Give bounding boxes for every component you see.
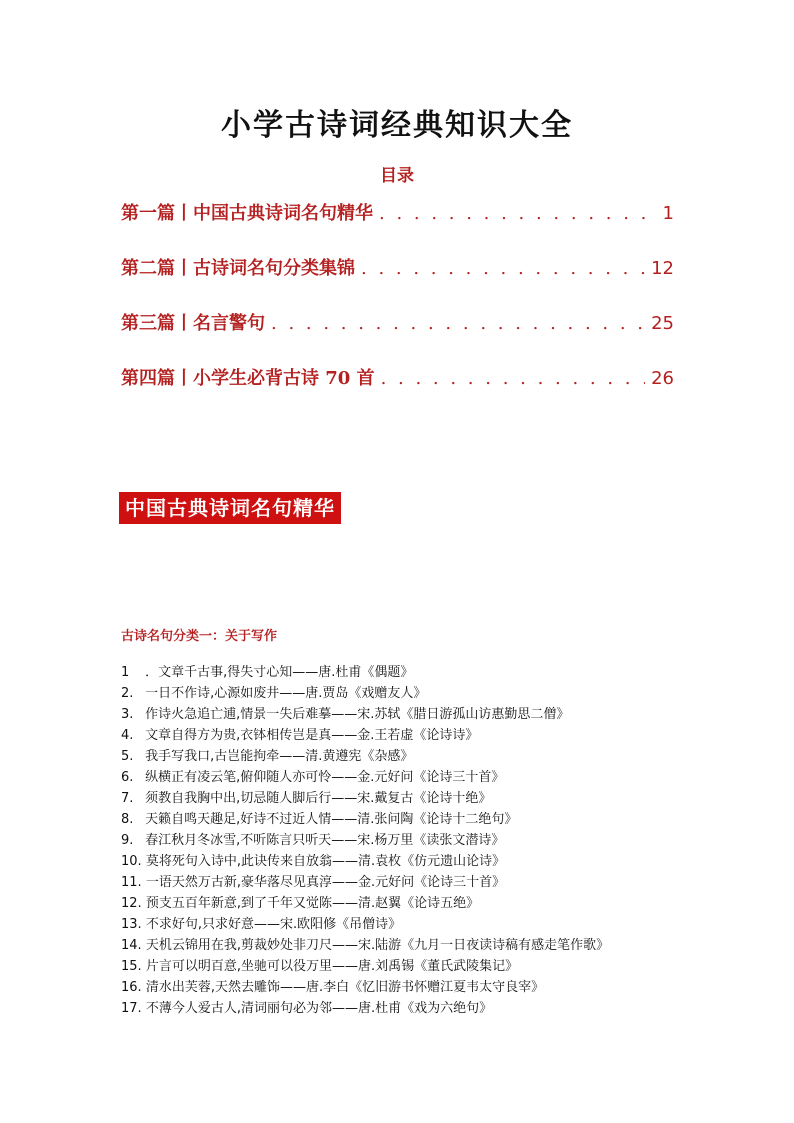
toc-leader-dots	[381, 368, 646, 389]
chapter-banner: 中国古典诗词名句精华	[119, 492, 341, 524]
item-number: 8.	[121, 812, 134, 827]
section-heading: 古诗名句分类一：关于写作	[121, 629, 278, 644]
list-item	[121, 662, 741, 683]
item-number: 17.	[121, 1001, 142, 1016]
item-number: 1	[121, 665, 130, 680]
item-number: 4.	[121, 728, 134, 743]
item-number: 3.	[121, 707, 134, 722]
item-number: 10.	[121, 854, 142, 869]
item-text: 春江秋月冬冰雪,不听陈言只听天——宋.杨万里《读张文潜诗》	[145, 833, 505, 848]
item-text: 一语天然万古新,豪华落尽见真淳——金.元好问《论诗三十首》	[145, 875, 506, 890]
toc-entry-label: 第二篇丨古诗词名句分类集锦	[121, 258, 355, 279]
item-number: 11.	[121, 875, 142, 890]
item-number: 14.	[121, 938, 142, 953]
list-item	[121, 956, 741, 977]
toc-entry-label: 第四篇丨小学生必背古诗 70 首	[121, 368, 375, 389]
item-text: 一日不作诗,心源如废井——唐.贾岛《戏赠友人》	[145, 686, 427, 701]
list-item	[121, 851, 741, 872]
list-item	[121, 683, 741, 704]
list-item	[121, 830, 741, 851]
item-number: 2.	[121, 686, 134, 701]
item-text: 莫将死句入诗中,此诀传来自放翁——清.袁枚《仿元遗山论诗》	[145, 854, 506, 869]
toc-entry-1[interactable]	[121, 199, 674, 229]
toc-entry-3[interactable]	[121, 309, 674, 339]
toc-entry-label: 第一篇丨中国古典诗词名句精华	[121, 203, 373, 224]
item-text: 清水出芙蓉,天然去雕饰——唐.李白《忆旧游书怀赠江夏韦太守良宰》	[145, 980, 545, 995]
item-number: 12.	[121, 896, 142, 911]
item-text: 我手写我口,古岂能拘牵——清.黄遵宪《杂感》	[145, 749, 414, 764]
toc-leader-dots	[379, 203, 657, 224]
toc-leader-dots	[361, 258, 645, 279]
list-item	[121, 893, 741, 914]
toc-heading: 目录	[380, 166, 414, 186]
item-text: 片言可以明百意,坐驰可以役万里——唐.刘禹锡《董氏武陵集记》	[145, 959, 519, 974]
list-item	[121, 704, 741, 725]
item-text: 文章自得方为贵,衣钵相传岂是真——金.王若虚《论诗诗》	[145, 728, 479, 743]
item-text: 不薄今人爱古人,清词丽句必为邻——唐.杜甫《戏为六绝句》	[145, 1001, 493, 1016]
toc-entry-page: 25	[651, 313, 674, 334]
item-number: 5.	[121, 749, 134, 764]
quote-list	[121, 662, 741, 1019]
list-item	[121, 746, 741, 767]
item-text: 预支五百年新意,到了千年又觉陈——清.赵翼《论诗五绝》	[145, 896, 480, 911]
item-number: 7.	[121, 791, 134, 806]
item-text: 不求好句,只求好意——宋.欧阳修《吊僧诗》	[145, 917, 402, 932]
item-text: 天籁自鸣天趣足,好诗不过近人情——清.张问陶《论诗十二绝句》	[145, 812, 518, 827]
list-item	[121, 914, 741, 935]
toc-entry-4[interactable]	[121, 364, 674, 394]
item-number: 13.	[121, 917, 142, 932]
item-text: ．文章千古事,得失寸心知——唐.杜甫《偶题》	[145, 665, 414, 680]
list-item	[121, 872, 741, 893]
toc-entry-page: 26	[651, 368, 674, 389]
item-text: 纵横正有凌云笔,俯仰随人亦可怜——金.元好问《论诗三十首》	[145, 770, 505, 785]
item-number: 15.	[121, 959, 142, 974]
list-item	[121, 767, 741, 788]
item-text: 作诗火急追亡逋,情景一失后难摹——宋.苏轼《腊日游孤山访惠勤思二僧》	[145, 707, 570, 722]
item-number: 9.	[121, 833, 134, 848]
toc-entry-label: 第三篇丨名言警句	[121, 313, 265, 334]
list-item	[121, 998, 741, 1019]
toc-entry-2[interactable]	[121, 254, 674, 284]
list-item	[121, 935, 741, 956]
page-title: 小学古诗词经典知识大全	[221, 108, 573, 143]
item-text: 须教自我胸中出,切忌随人脚后行——宋.戴复古《论诗十绝》	[145, 791, 492, 806]
toc-entry-page: 1	[662, 203, 674, 224]
toc-entry-page: 12	[651, 258, 674, 279]
list-item	[121, 788, 741, 809]
list-item	[121, 725, 741, 746]
toc-leader-dots	[271, 313, 645, 334]
list-item	[121, 809, 741, 830]
list-item	[121, 977, 741, 998]
item-number: 16.	[121, 980, 142, 995]
item-text: 天机云锦用在我,剪裁妙处非刀尺——宋.陆游《九月一日夜读诗稿有感走笔作歌》	[145, 938, 610, 953]
item-number: 6.	[121, 770, 134, 785]
